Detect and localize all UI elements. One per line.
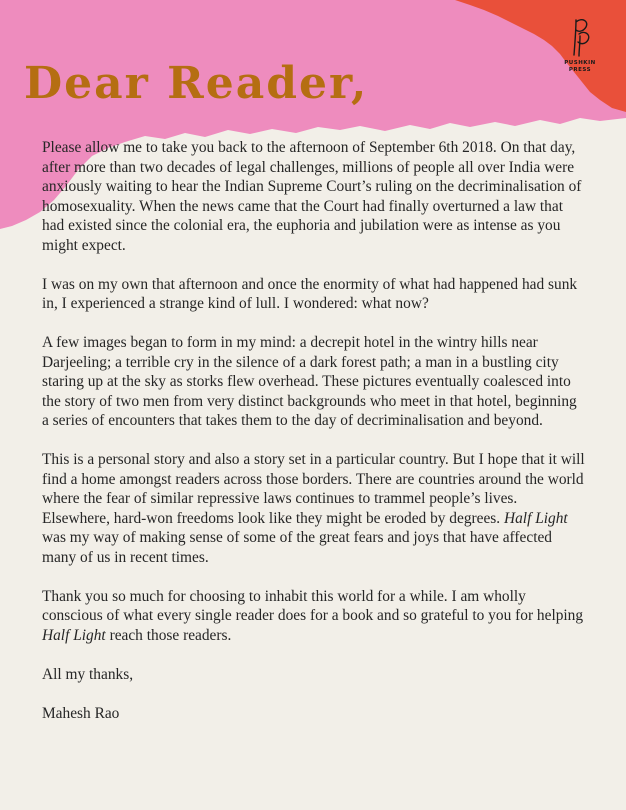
paragraph-4 — [42, 450, 587, 567]
text-segment: This is a personal story and also a story set in a particular country. But I hope that it will find a home amongst readers across those borders. There are countries around the world where the fear of similar repressive laws continues to trammel people’s lives. Elsewhere, hard-won freedoms look like they might be eroded by degrees. — [42, 451, 585, 527]
pp-monogram-icon — [567, 16, 593, 58]
paragraph-1: Please allow me to take you back to the afternoon of September 6th 2018. On that day, after more than two decades of legal challenges, millions of people all over India were anxiously waiting to hear the Indian Supreme Court’s ruling on the decriminalisation of homosexuality. When the news came that the Court had finally overturned a law that had existed since the colonial era, the euphoria and jubilation were as intense as you might expect. — [42, 139, 582, 254]
text-segment: Thank you so much for choosing to inhabit this world for a while. I am wholly conscious of what every single reader does for a book and so grateful to you for helping — [42, 587, 584, 624]
book-title: Half Light — [504, 509, 568, 527]
paragraph-3: A few images began to form in my mind: a decrepit hotel in the wintry hills near Darjeeling; a terrible cry in the silence of a dark forest path; a man in a bustling city staring up at the sky as storks flew overhead. These pictures eventually coalesced into the story of two men from very distinct backgrounds who meet in that hotel, beginning a series of encounters that takes them to the day of decriminalisation and beyond. — [42, 334, 577, 429]
book-title: Half Light — [42, 626, 106, 644]
text-segment: was my way of making sense of some of the great fears and joys that have affected many of us in recent times. — [42, 529, 552, 566]
text-segment: reach those readers. — [105, 626, 232, 644]
publisher-logo — [555, 16, 605, 74]
signature: Mahesh Rao — [42, 704, 120, 722]
sign-off: All my thanks, — [42, 665, 134, 683]
paragraph-2: I was on my own that afternoon and once the enormity of what had happened had sunk in, I experienced a strange kind of lull. I wondered: what now? — [42, 275, 578, 312]
page-title: Dear Reader, — [24, 58, 369, 109]
publisher-name: PUSHKIN PRESS — [564, 60, 596, 73]
letter-body — [42, 138, 587, 743]
paragraph-5 — [42, 587, 587, 646]
